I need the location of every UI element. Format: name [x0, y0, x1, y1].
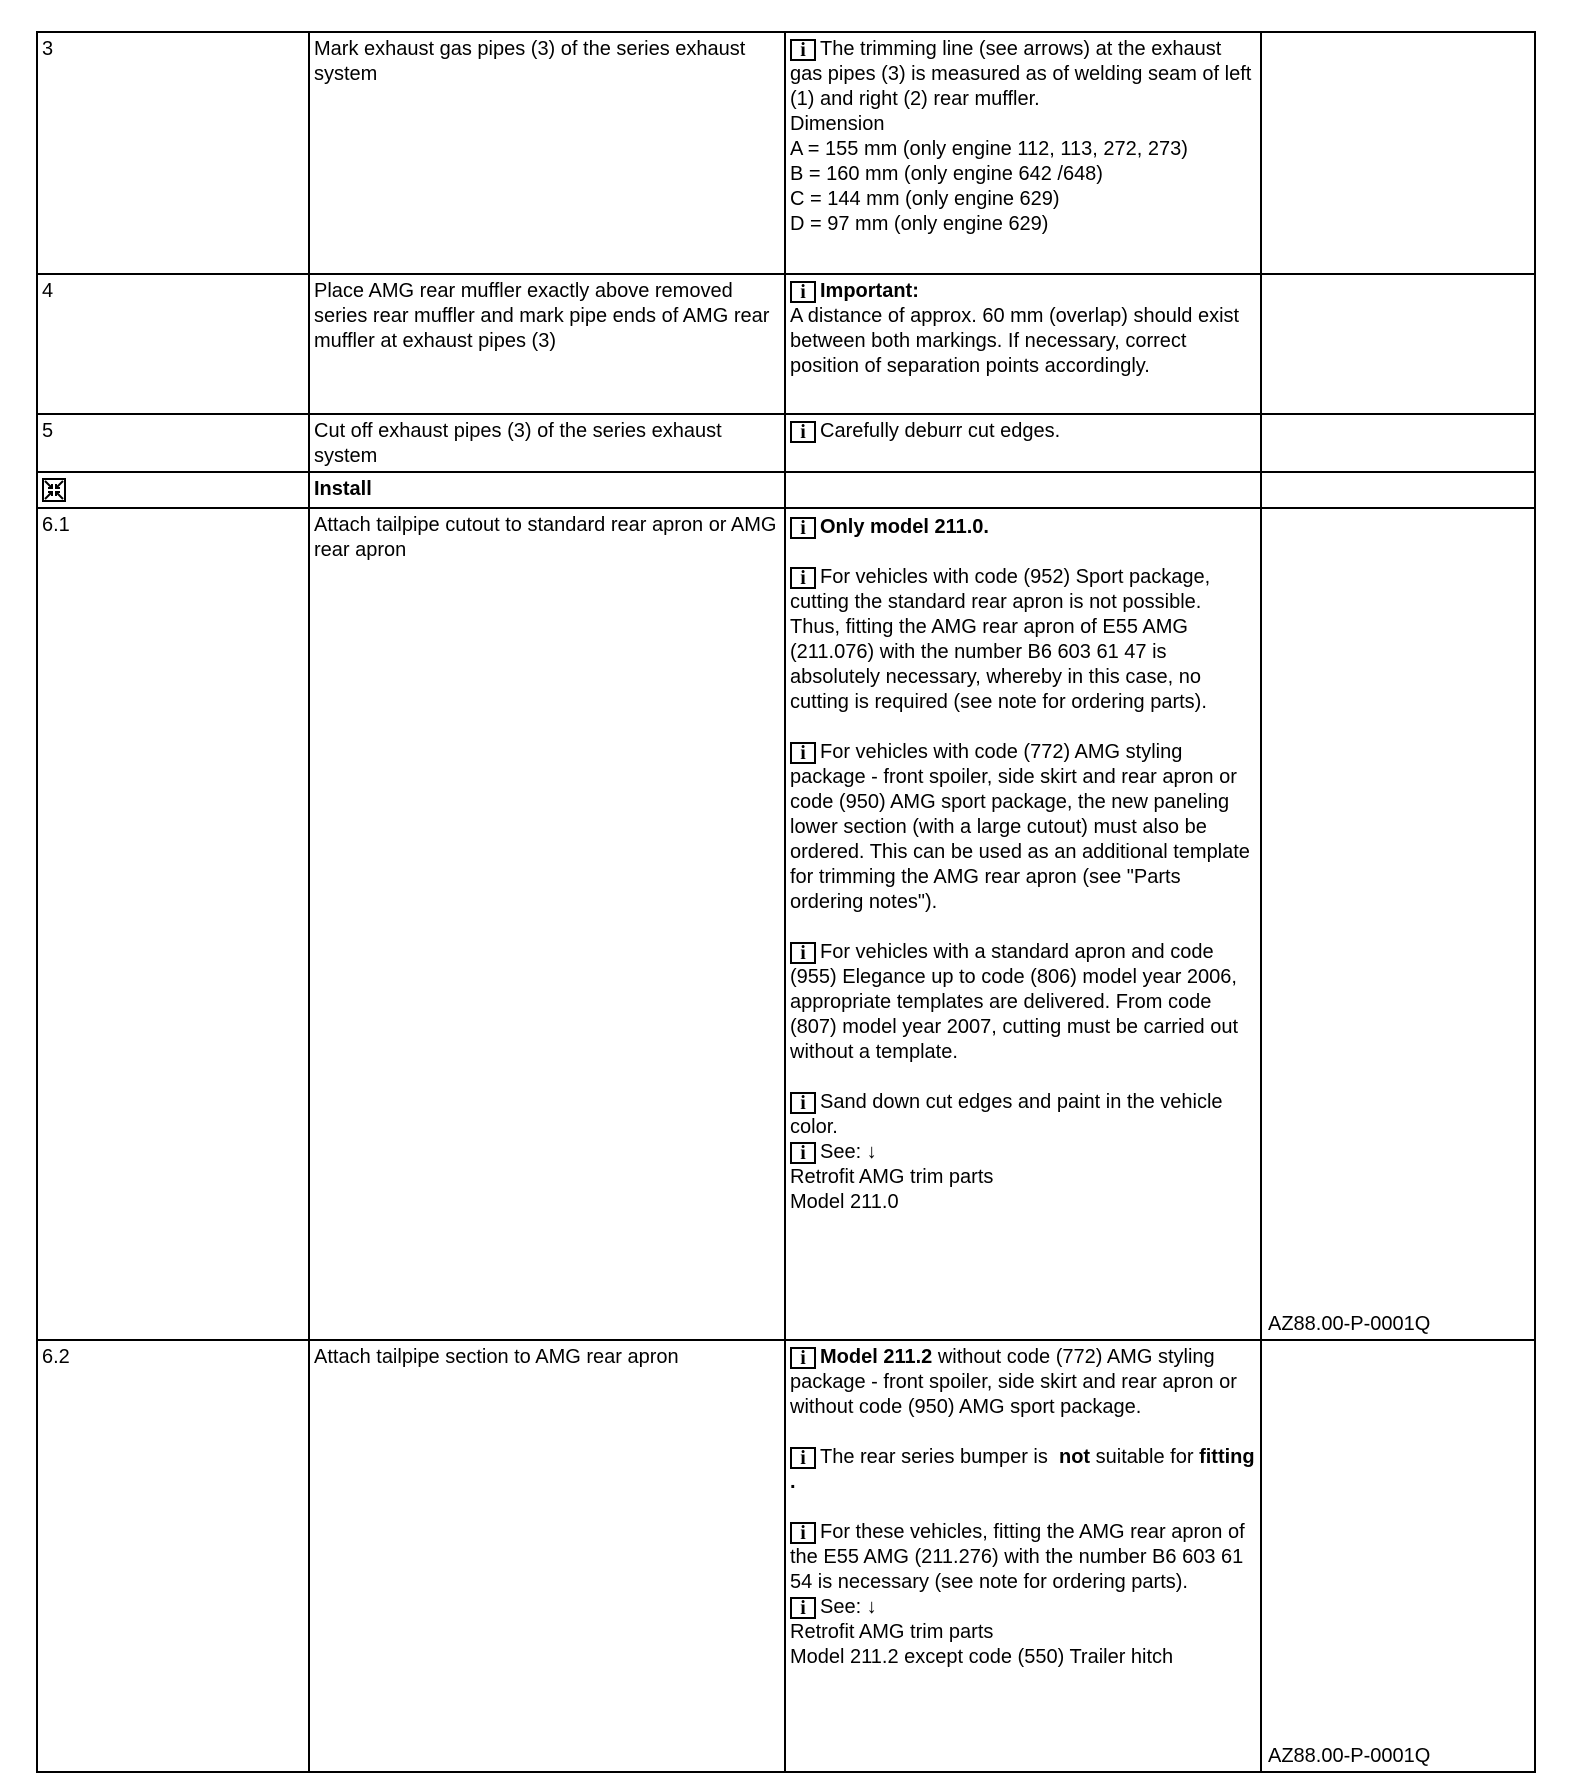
step-note — [785, 32, 1261, 274]
info-icon: i — [790, 1597, 816, 1619]
section-title: Install — [309, 472, 785, 508]
reference-code[interactable]: AZ88.00-P-0001Q — [1268, 1745, 1431, 1767]
note-text: Carefully deburr cut edges. — [820, 420, 1061, 442]
note-text: For these vehicles, fitting the AMG rear apron of the E55 AMG (211.276) with the number B6 603 61 54 is necessary (see note for ordering parts). — [790, 1521, 1245, 1593]
install-icon — [42, 478, 66, 502]
table-row — [37, 32, 1535, 274]
procedure-table — [36, 31, 1536, 1773]
step-note — [785, 508, 1261, 1340]
info-icon: i — [790, 942, 816, 964]
see-model: Model 211.0 — [790, 1191, 899, 1213]
note-emphasis: not — [1059, 1446, 1091, 1468]
info-icon: i — [790, 39, 816, 61]
step-number: 4 — [37, 274, 309, 414]
reference-cell — [1261, 508, 1535, 1340]
reference-cell — [1261, 274, 1535, 414]
note-text: For vehicles with code (772) AMG styling package - front spoiler, side skirt and rear apron or code (950) AMG sport package, the new paneling lower section (with a large cutout) must also be ordered. This can be used as an additional template for trimming the AMG rear apron (see "Parts ordering notes"). — [790, 741, 1250, 913]
note-text: . — [790, 1471, 796, 1493]
note-text: The trimming line (see arrows) at the exhaust gas pipes (3) is measured as of welding seam of left (1) and right (2) rear muffler. — [790, 38, 1252, 110]
step-action: Attach tailpipe cutout to standard rear apron or AMG rear apron — [309, 508, 785, 1340]
note-title: Important: — [820, 280, 919, 302]
dimension-b: B = 160 mm (only engine 642 /648) — [790, 163, 1103, 185]
note-text: For vehicles with a standard apron and code (955) Elegance up to code (806) model year 2006, appropriate templates are delivered. From code (807) model year 2007, cutting must be carried out without a template. — [790, 941, 1239, 1063]
note-text: For vehicles with code (952) Sport package, cutting the standard rear apron is not possible. Thus, fitting the AMG rear apron of E55 AMG (211.076) with the number B6 603 61 47 is absolutely necessary, whereby in this case, no cutting is required (see note for ordering parts). — [790, 566, 1211, 713]
note-title: Model 211.2 — [820, 1346, 933, 1368]
note-text: The rear series bumper is — [820, 1446, 1048, 1468]
dimension-label: Dimension — [790, 113, 885, 135]
step-note — [785, 274, 1261, 414]
table-row — [37, 508, 1535, 1340]
note-text: without code (772) AMG styling package - front spoiler, side skirt and rear apron or without code (950) AMG sport package. — [790, 1346, 1237, 1418]
note-text: A distance of approx. 60 mm (overlap) should exist between both markings. If necessary, correct position of separation points accordingly. — [790, 305, 1240, 377]
step-action: Mark exhaust gas pipes (3) of the series exhaust system — [309, 32, 785, 274]
step-action: Attach tailpipe section to AMG rear apron — [309, 1340, 785, 1772]
info-icon: i — [790, 567, 816, 589]
see-label: See: — [820, 1596, 862, 1618]
see-link[interactable]: Retrofit AMG trim parts — [790, 1621, 994, 1643]
note-emphasis: fitting — [1199, 1446, 1255, 1468]
info-icon: i — [790, 742, 816, 764]
note-text: Sand down cut edges and paint in the vehicle color. — [790, 1091, 1223, 1138]
step-action: Cut off exhaust pipes (3) of the series exhaust system — [309, 414, 785, 472]
down-arrow-icon[interactable]: ↓ — [866, 1141, 877, 1163]
see-link[interactable]: Retrofit AMG trim parts — [790, 1166, 994, 1188]
install-icon-cell — [37, 472, 309, 508]
table-row — [37, 274, 1535, 414]
step-number: 6.1 — [37, 508, 309, 1340]
down-arrow-icon[interactable]: ↓ — [866, 1596, 877, 1618]
note-text: suitable for — [1095, 1446, 1194, 1468]
see-model: Model 211.2 except code (550) Trailer hitch — [790, 1646, 1174, 1668]
info-icon: i — [790, 517, 816, 539]
step-note — [785, 414, 1261, 472]
see-label: See: — [820, 1141, 862, 1163]
info-icon: i — [790, 1447, 816, 1469]
info-icon: i — [790, 1522, 816, 1544]
dimension-d: D = 97 mm (only engine 629) — [790, 213, 1049, 235]
info-icon: i — [790, 1092, 816, 1114]
step-number: 3 — [37, 32, 309, 274]
info-icon: i — [790, 1347, 816, 1369]
step-action: Place AMG rear muffler exactly above removed series rear muffler and mark pipe ends of AMG rear muffler at exhaust pipes (3) — [309, 274, 785, 414]
empty-cell — [785, 472, 1261, 508]
step-number: 5 — [37, 414, 309, 472]
info-icon: i — [790, 421, 816, 443]
table-row — [37, 414, 1535, 472]
step-number: 6.2 — [37, 1340, 309, 1772]
section-header-row — [37, 472, 1535, 508]
reference-cell — [1261, 32, 1535, 274]
info-icon: i — [790, 1142, 816, 1164]
step-note — [785, 1340, 1261, 1772]
reference-cell — [1261, 414, 1535, 472]
table-row — [37, 1340, 1535, 1772]
dimension-a: A = 155 mm (only engine 112, 113, 272, 273) — [790, 138, 1188, 160]
reference-code[interactable]: AZ88.00-P-0001Q — [1268, 1313, 1431, 1335]
reference-cell — [1261, 1340, 1535, 1772]
info-icon: i — [790, 281, 816, 303]
note-title: Only model 211.0. — [820, 516, 989, 538]
dimension-c: C = 144 mm (only engine 629) — [790, 188, 1060, 210]
empty-cell — [1261, 472, 1535, 508]
